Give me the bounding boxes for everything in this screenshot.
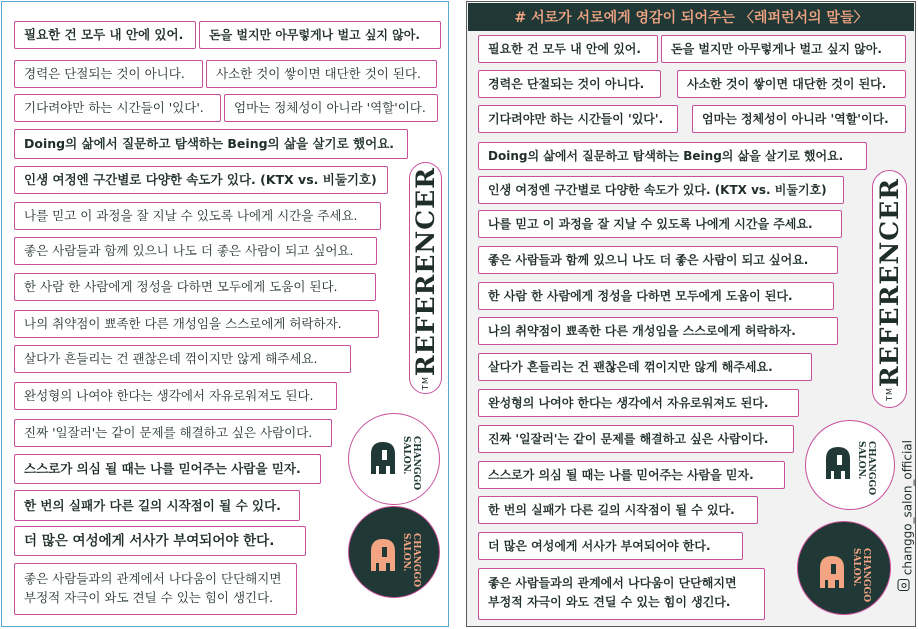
sticker-sheet-left <box>1 1 449 627</box>
quote-sticker: 필요한 건 모두 내 안에 있어. <box>14 21 196 49</box>
quote-sticker: 기다려야만 하는 시간들이 '있다'. <box>14 94 221 122</box>
quote-sticker: 살다가 흔들리는 건 괜찮은데 꺾이지만 않게 해주세요. <box>14 345 351 373</box>
quote-sticker: 좋은 사람들과 함께 있으니 나도 더 좋은 사람이 되고 싶어요. <box>478 246 838 274</box>
referencer-brand-sticker <box>872 170 907 408</box>
quote-sticker: 돈을 벌지만 아무렇게나 벌고 싶지 않아. <box>199 21 441 49</box>
changgo-salon-logo-icon <box>798 522 890 614</box>
logo-text-line1: CHANGGO <box>866 441 876 496</box>
quote-sticker: 진짜 '일잘러'는 같이 문제를 해결하고 싶은 사람이다. <box>14 419 332 447</box>
quote-sticker: 나를 믿고 이 과정을 잘 지날 수 있도록 나에게 시간을 주세요. <box>14 202 381 230</box>
changgo-salon-logo-icon <box>349 507 439 597</box>
quote-sticker: 필요한 건 모두 내 안에 있어. <box>478 35 658 63</box>
changgo-salon-logo-light <box>805 420 895 510</box>
quote-sticker: 사소한 것이 쌓이면 대단한 것이 된다. <box>206 60 437 88</box>
logo-text-line2: SALON. <box>856 441 866 480</box>
quote-sticker: 나의 취약점이 뾰족한 다른 개성임을 스스로에게 허락하자. <box>478 317 838 345</box>
sticker-sheet-right <box>466 1 916 627</box>
quote-sticker: 진짜 '일잘러'는 같이 문제를 해결하고 싶은 사람이다. <box>478 425 794 453</box>
quote-sticker: 엄마는 정체성이 아니라 '역할'이다. <box>692 105 906 133</box>
quote-sticker: 한 사람 한 사람에게 정성을 다하면 모두에게 도움이 된다. <box>14 273 376 301</box>
quote-sticker: 한 번의 실패가 다른 길의 시작점이 될 수 있다. <box>478 496 758 524</box>
quote-sticker: 인생 여정엔 구간별로 다양한 속도가 있다. (KTX vs. 비둘기호) <box>14 166 388 194</box>
quote-sticker: 스스로가 의심 될 때는 나를 믿어주는 사람을 믿자. <box>478 461 785 489</box>
changgo-salon-logo-icon <box>806 421 894 509</box>
changgo-salon-logo-dark <box>797 521 891 615</box>
changgo-salon-logo-dark <box>348 506 440 598</box>
quote-line-2: 부정적 자극이 와도 견딜 수 있는 힘이 생긴다. <box>488 595 731 609</box>
referencer-brand-sticker <box>409 162 442 394</box>
changgo-salon-logo-light <box>348 413 440 505</box>
quote-sticker: 완성형의 나여야 한다는 생각에서 자유로워져도 된다. <box>478 389 799 417</box>
quote-sticker: 완성형의 나여야 한다는 생각에서 자유로워져도 된다. <box>14 382 337 410</box>
quote-sticker: 나의 취약점이 뾰족한 다른 개성임을 스스로에게 허락하자. <box>14 310 379 338</box>
quote-sticker: 돈을 벌지만 아무렇게나 벌고 싶지 않아. <box>661 35 906 63</box>
quote-sticker: 좋은 사람들과 함께 있으니 나도 더 좋은 사람이 되고 싶어요. <box>14 237 377 265</box>
quote-sticker: 한 사람 한 사람에게 정성을 다하면 모두에게 도움이 된다. <box>478 282 834 310</box>
changgo-salon-logo-icon <box>349 414 439 504</box>
quote-sticker: 스스로가 의심 될 때는 나를 믿어주는 사람을 믿자. <box>14 454 321 484</box>
logo-text-line2: SALON. <box>401 436 411 475</box>
quote-sticker: 사소한 것이 쌓이면 대단한 것이 된다. <box>677 70 906 98</box>
instagram-handle <box>898 440 918 620</box>
brand-wordmark: REFERENCER <box>875 177 904 387</box>
instagram-icon <box>898 579 910 591</box>
trademark-mark: TM <box>885 386 894 401</box>
quote-sticker: Doing의 삶에서 질문하고 탐색하는 Being의 삶을 살기로 했어요. <box>14 129 408 159</box>
logo-text-line1: CHANGGO <box>411 436 421 491</box>
quote-sticker: 경력은 단절되는 것이 아니다. <box>478 70 661 98</box>
trademark-mark: TM <box>421 375 430 390</box>
quote-line-1: 좋은 사람들과의 관계에서 나다움이 단단해지면 <box>24 571 282 586</box>
quote-sticker: 더 많은 여성에게 서사가 부여되어야 한다. <box>478 532 743 560</box>
quote-sticker: Doing의 삶에서 질문하고 탐색하는 Being의 삶을 살기로 했어요. <box>478 142 867 170</box>
quote-sticker: 한 번의 실패가 다른 길의 시작점이 될 수 있다. <box>14 490 300 521</box>
quote-sticker-two-line <box>14 563 297 615</box>
quote-sticker: 나를 믿고 이 과정을 잘 지날 수 있도록 나에게 시간을 주세요. <box>478 210 842 238</box>
quote-sticker: 인생 여정엔 구간별로 다양한 속도가 있다. (KTX vs. 비둘기호) <box>478 176 844 204</box>
quote-sticker: 기다려야만 하는 시간들이 '있다'. <box>478 105 678 133</box>
logo-text-line1: CHANGGO <box>411 533 421 588</box>
logo-text-line2: SALON. <box>401 533 411 572</box>
quote-sticker: 살다가 흔들리는 건 괜찮은데 꺾이지만 않게 해주세요. <box>478 353 812 381</box>
quote-sticker: 엄마는 정체성이 아니라 '역할'이다. <box>224 94 438 122</box>
brand-wordmark: REFERENCER <box>411 166 440 376</box>
brand-name <box>875 178 904 401</box>
brand-name <box>411 167 440 390</box>
quote-line-2: 부정적 자극이 와도 견딜 수 있는 힘이 생긴다. <box>24 590 274 605</box>
sheet-title: # 서로가 서로에게 영감이 되어주는 〈레퍼런서의 말들〉 <box>468 3 914 31</box>
instagram-handle-label: changgo_salon_official <box>900 440 915 576</box>
quote-sticker: 경력은 단절되는 것이 아니다. <box>14 60 203 88</box>
logo-text-line2: SALON. <box>851 548 861 587</box>
quote-sticker: 더 많은 여성에게 서사가 부여되어야 한다. <box>14 526 306 556</box>
instagram-handle-text <box>898 440 915 591</box>
quote-sticker-two-line <box>478 568 765 620</box>
quote-line-1: 좋은 사람들과의 관계에서 나다움이 단단해지면 <box>488 576 737 590</box>
logo-text-line1: CHANGGO <box>861 548 871 603</box>
